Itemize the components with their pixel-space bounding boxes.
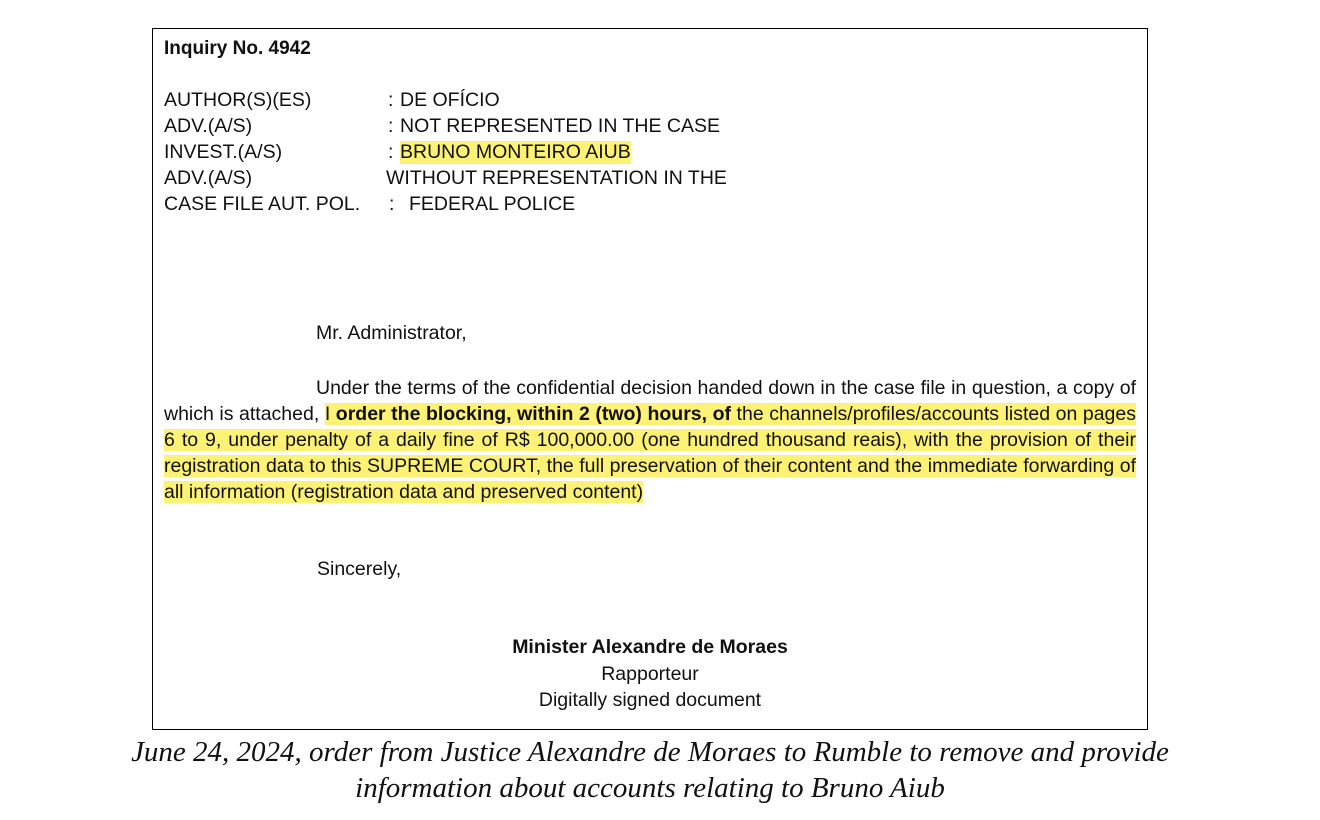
investigated-name-highlight: BRUNO MONTEIRO AIUB (400, 141, 631, 163)
figure-caption (0, 734, 1300, 806)
order-text-highlight: I (324, 403, 336, 425)
party-separator: : (388, 115, 394, 137)
signatory-role: Rapporteur (601, 663, 699, 685)
order-text-highlight-rest: the channels/profiles/accounts listed on pages 6 to 9, under penalty of a daily fine of R$ 100,000.00 (one hundred thousand reais), with the provision of their registration data to this SUPREME COURT, the full preservation of their content and the immediate forwarding of all information (registration data and preserved content) (164, 403, 1136, 503)
signature-note: Digitally signed document (538, 689, 762, 711)
order-text-bold-highlight: order the blocking, within 2 (two) hours, of (335, 403, 732, 425)
party-separator: : (389, 193, 395, 215)
party-separator: : (388, 89, 394, 111)
caption-line-1: June 24, 2024, order from Justice Alexandre de Moraes to Rumble to remove and provide (131, 736, 1169, 768)
party-label: ADV.(A/S) (164, 115, 253, 137)
caption-line-2: information about accounts relating to Bruno Aiub (355, 772, 945, 804)
inquiry-title: Inquiry No. 4942 (164, 38, 311, 59)
party-label: AUTHOR(S)(ES) (164, 89, 312, 111)
party-label: INVEST.(A/S) (164, 141, 283, 163)
document-page (152, 28, 1148, 730)
party-value: FEDERAL POLICE (409, 193, 576, 215)
signatory-name: Minister Alexandre de Moraes (512, 636, 788, 658)
party-value: NOT REPRESENTED IN THE CASE (400, 115, 721, 137)
party-separator: : (388, 141, 394, 163)
party-value: WITHOUT REPRESENTATION IN THE (386, 167, 727, 189)
party-label: ADV.(A/S) (164, 167, 253, 189)
party-label: CASE FILE AUT. POL. (164, 193, 361, 215)
party-value: DE OFÍCIO (400, 89, 500, 111)
order-paragraph (164, 375, 1136, 505)
salutation: Mr. Administrator, (316, 322, 467, 344)
closing: Sincerely, (317, 558, 402, 580)
order-text-intro: Under the terms of the confidential decision handed down in the case file in question, a copy of which is attached, (164, 377, 1136, 425)
